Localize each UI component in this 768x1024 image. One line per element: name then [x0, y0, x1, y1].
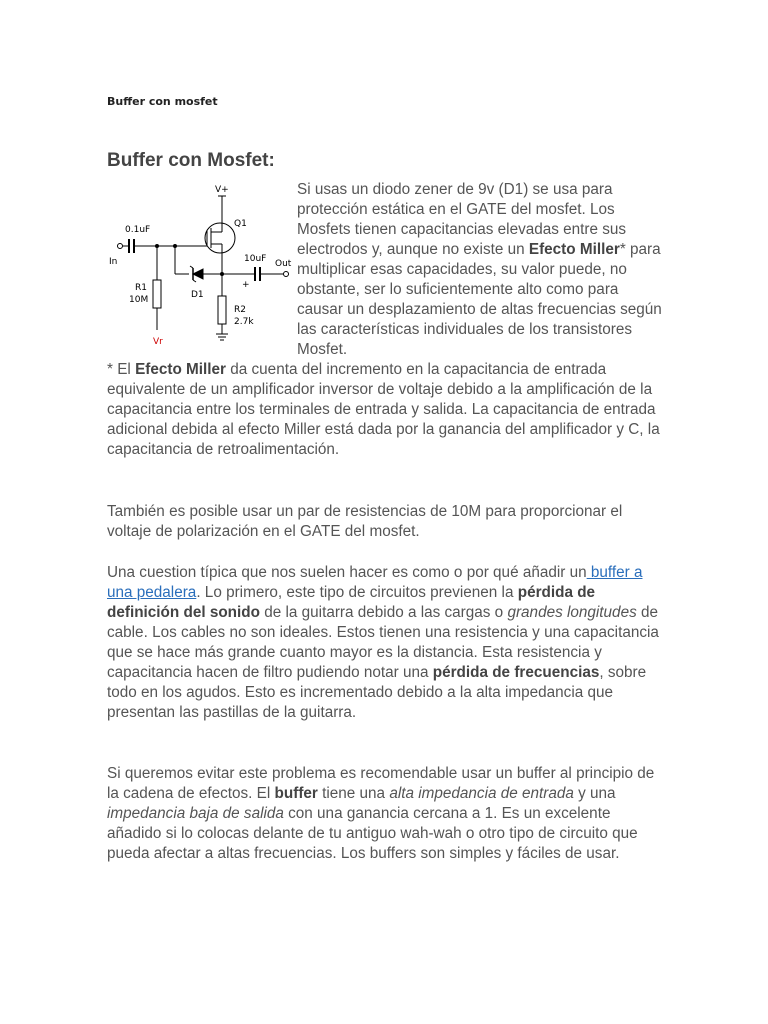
- label-c1: 0.1uF: [125, 225, 151, 235]
- label-q1: Q1: [234, 219, 247, 229]
- p4-italic-2: impedancia baja de salida: [107, 805, 284, 822]
- p3-italic-1: grandes longitudes: [507, 604, 637, 621]
- label-r2-value: 2.7k: [234, 317, 254, 327]
- p3-text-5: , sobre todo en los agudos. Esto es incrementado debido a la alta impedancia que presentan las pastillas de la guitarra.: [107, 664, 647, 721]
- p3-text-2: . Lo primero, este tipo de circuitos previenen la: [196, 584, 518, 601]
- p3-bold-1: pérdida de definición del sonido: [107, 584, 596, 621]
- intro-text-1: Si usas un diodo zener de 9v (D1) se usa para protección estática en el GATE del mosfet. Los Mosfets tienen capacitancias elevadas entre sus electrodos y, aunque no existe un: [297, 181, 627, 258]
- document-label: Buffer con mosfet: [107, 95, 218, 108]
- intro-text-4: da cuenta del incremento en la capacitancia de entrada equivalente de un amplificador inversor de voltaje debido a la amplificación de la capacitancia entre los terminales de entrada y salida. La capacitancia de entrada adicional debida al efecto Miller está dada por la ganancia del amplificador y C, la capacitancia de retroalimentación.: [107, 361, 660, 458]
- p4-text-3: y una: [573, 785, 616, 802]
- intro-bold-efecto-miller-2: Efecto Miller: [135, 361, 227, 378]
- intro-text-3: * El: [107, 361, 136, 378]
- p3-text-4: de cable. Los cables no son ideales. Estos tienen una resistencia y una capacitancia que se hace más grande cuanto mayor es la distancia. Esta resistencia y capacitancia hacen de filtro pudiendo notar una: [107, 604, 659, 681]
- p4-italic-1: alta impedancia de entrada: [389, 785, 574, 802]
- p2-text: También es posible usar un par de resistencias de 10M para proporcionar el voltaje de polarización en el GATE del mosfet.: [107, 503, 623, 540]
- label-c2: 10uF: [244, 254, 267, 264]
- label-vplus: V+: [215, 185, 229, 195]
- intro-bold-efecto-miller: Efecto Miller: [528, 241, 620, 258]
- p4-text-4: con una ganancia cercana a 1. Es un excelente añadido si lo colocas delante de tu antiguo wah-wah o otro tipo de circuito que pueda afectar a altas frecuencias. Los buffers son simples y fáciles de usar.: [107, 805, 638, 862]
- paragraph-resistencias: [107, 502, 667, 542]
- p3-bold-2: pérdida de frecuencias: [432, 664, 600, 681]
- label-r1-name: R1: [135, 283, 147, 293]
- p4-text-2: tiene una: [317, 785, 390, 802]
- label-plus: +: [242, 280, 250, 290]
- p3-text-1: Una cuestion típica que nos suelen hacer es como o por qué añadir un: [107, 564, 587, 581]
- p4-text-1: Si queremos evitar este problema es recomendable usar un buffer al principio de la cadena de efectos. El: [107, 765, 655, 802]
- label-vr: Vr: [153, 337, 163, 347]
- p3-text-3: de la guitarra debido a las cargas o: [259, 604, 508, 621]
- page-heading: Buffer con Mosfet:: [107, 150, 275, 171]
- intro-paragraph: [107, 180, 667, 460]
- intro-text-2: * para multiplicar esas capacidades, su valor puede, no obstante, ser lo suficientemente alto como para causar un desplazamiento de altas frecuencias según las características individuales de los transistores Mosfet.: [297, 241, 662, 358]
- label-in: In: [109, 257, 118, 267]
- label-r1-value: 10M: [129, 295, 149, 305]
- label-r2-name: R2: [234, 305, 246, 315]
- label-out: Out: [275, 259, 292, 269]
- schematic-float-space: [107, 180, 297, 360]
- paragraph-buffer-pedalera: [107, 563, 667, 723]
- p4-bold-buffer: buffer: [274, 785, 318, 802]
- buffer-pedalera-link[interactable]: buffer a una pedalera: [107, 564, 643, 601]
- paragraph-evitar-problema: [107, 764, 667, 864]
- label-d1: D1: [191, 290, 204, 300]
